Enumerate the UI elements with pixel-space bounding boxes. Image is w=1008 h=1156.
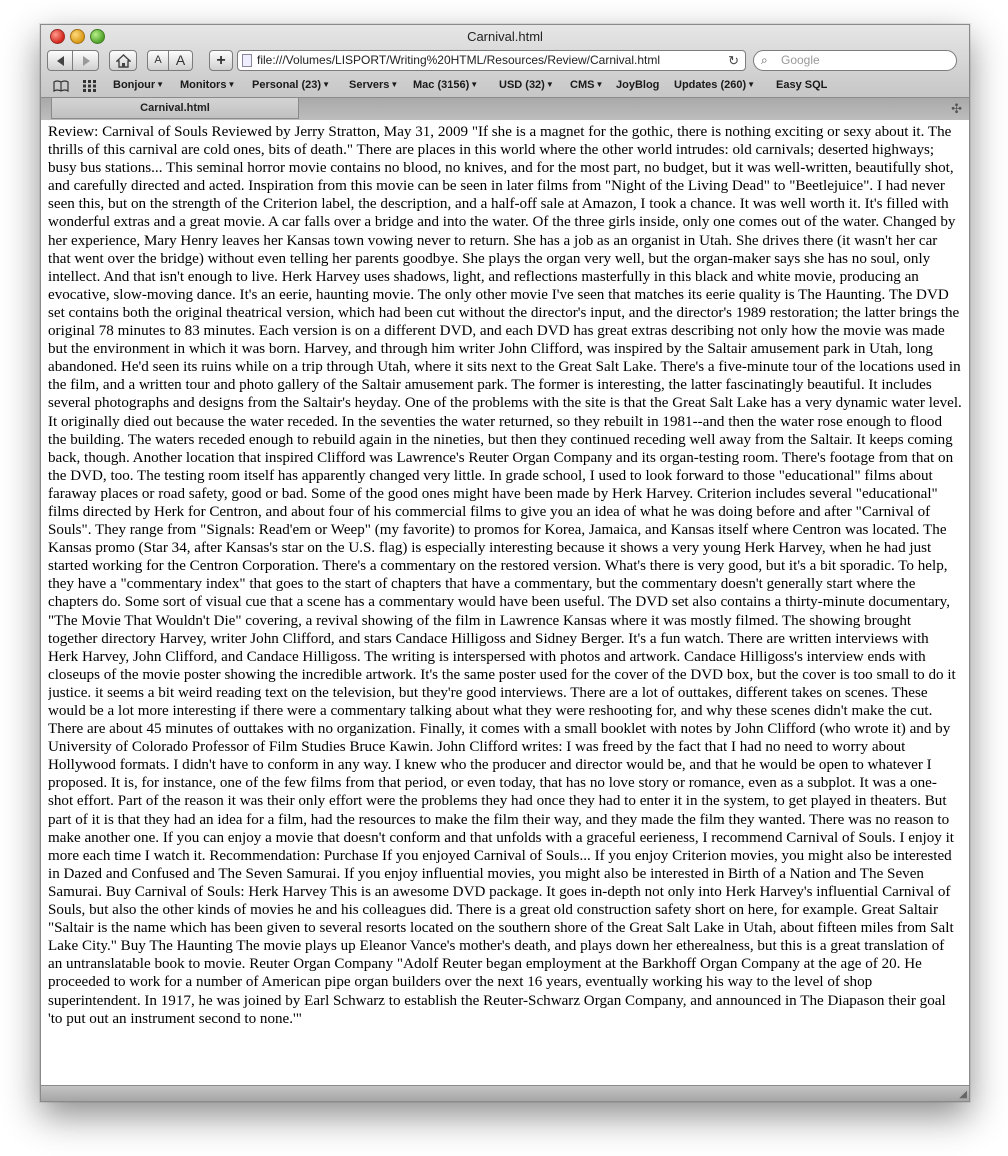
home-button[interactable] xyxy=(109,50,137,71)
status-bar xyxy=(41,1085,969,1101)
bookmark-item-usd[interactable]: USD (32)▼ xyxy=(499,79,554,91)
new-tab-icon[interactable]: ✣ xyxy=(951,101,962,116)
url-text: file:///Volumes/LISPORT/Writing%20HTML/Resources/Review/Carnival.html xyxy=(257,53,661,67)
review-body-text: Review: Carnival of Souls Reviewed by Jerry Stratton, May 31, 2009 "If she is a magnet for the gothic, there is nothing exciting or sexy about it. The thrills of this carnival are cold ones, bits of death." There are places in this world where the other world intrudes: old carnivals; deserted highways; busy bus stations... This seminal horror movie contains no blood, no knives, and for the most part, no budget, but it was well-written, beautifully shot, and carefully directed and acted. Inspiration from this movie can be seen in later films from "Night of the Living Dead" to "Beetlejuice". I had never seen this, but on the strength of the Criterion label, the description, and a half-off sale at Amazon, I took a chance. It was well worth it. It's filled with wonderful extras and a great movie. A car falls over a bridge and into the water. Of the three girls inside, only one comes out of the water. Changed by her experience, Mary Henry leaves her Kansas town vowing never to return. She has a job as an organist in Utah. She drives there (it wasn't her car that went over the bridge) without even telling her parents goodbye. She plays the organ very well, but the organ-maker says she has no soul, only intellect. And that isn't enough to live. Herk Harvey uses shadows, light, and reflections masterfully in this black and white movie, producing an evocative, slow-moving dance. It's an eerie, haunting movie. The only other movie I've seen that matches its eerie quality is The Haunting. The DVD set contains both the original theatrical version, which had been cut without the director's input, and the director's 1989 restoration; the latter brings the original 78 minutes to 83 minutes. Each version is on a different DVD, and each DVD has great extras describing not only how the movie was made but the environment in which it was born. Harvey, and through him writer John Clifford, was inspired by the Saltair amusement park in Utah, long abandoned. He'd seen its ruins while on a trip through Utah, where it sits next to the Great Salt Lake. There's a five-minute tour of the locations used in the film, and a written tour and photo gallery of the Saltair amusement park. The former is interesting, the latter fascinatingly beautiful. It includes several photographs and designs from the Saltair's heyday. One of the problems with the site is that the Great Salt Lake has a very dynamic water level. It originally died out because the water receded. In the seventies the water returned, so they rebuilt in 1981--and then the water rose enough to flood the building. The waters receded enough to rebuild again in the nineties, but then they continued receding well away from the Saltair. It keeps coming back, though. Another location that inspired Clifford was Lawrence's Reuter Organ Company and its organ-testing room. There's footage from that on the DVD, too. The testing room itself has apparently changed very little. In grade school, I used to look forward to those "educational" films about faraway places or road safety, good or bad. Some of the good ones might have been made by Herk Harvey. Criterion includes several "educational" films directed by Herk for Centron, and about four of his commercial films to give you an idea of what he was doing before and after "Carnival of Souls". They range from "Signals: Read'em or Weep" (my favorite) to promos for Korea, Jamaica, and Kansas itself where Centron was located. The Kansas promo (Star 34, after Kansas's star on the U.S. flag) is especially interesting because it shows a very young Herk Harvey, when he had just started working for the Centron Corporation. There's a commentary on the restored version. What's there is very good, but it's a bit sporadic. To help, they have a "commentary index" that goes to the start of chapters that have a commentary, but the commentary doesn't generally start where the chapters do. Some sort of visual cue that a scene has a commentary would have been useful. The DVD set also contains a thirty-minute documentary, "The Movie That Wouldn't Die" covering, a revival showing of the film in Lawrence Kansas where it was mostly filmed. The showing brought together directory Harvey, writer John Clifford, and stars Candace Hilligoss and Sidney Berger. It's a fun watch. There are written interviews with Herk Harvey, John Clifford, and Candace Hilligoss. The writing is interspersed with photos and artwork. Candace Hilligoss's interview ends with closeups of the movie poster showing the incredible artwork. It's the same poster used for the cover of the DVD box, but the cover is too small to do it justice. it seems a bit weird reading text on the television, but they're good interviews. There are a lot of outtakes, different takes on scenes. These would be a lot more interesting if there were a commentary talking about what they were reshooting for, and why these scenes didn't make the cut. There are about 45 minutes of outtakes with no organization. Finally, it comes with a small booklet with notes by John Clifford (who wrote it) and by University of Colorado Professor of Film Studies Bruce Kawin. John Clifford writes: I was freed by the fact that I had no need to worry about Hollywood formats. I didn't have to conform in any way. I knew who the producer and director would be, and that he would be open to whatever I proposed. It is, for instance, one of the few films from that period, or even today, that has no love story or romance, even as a subplot. It was a one-shot effort. Part of the reason it was their only effort were the problems they had once they had to enter it in the system, to get played in theaters. But part of it is that they had an idea for a film, had the resources to make the film their way, and they made the film they wanted. There was no reason to make another one. If you can enjoy a movie that doesn't conform and that unfolds with a graceful eerieness, I recommend Carnival of Souls. I enjoy it more each time I watch it. Recommendation: Purchase If you enjoyed Carnival of Souls... If you enjoy Criterion movies, you might also be interested in Dazed and Confused and The Seven Samurai. If you enjoy influential movies, you might also be interested in Birth of a Nation and The Seven Samurai. Buy Carnival of Souls: Herk Harvey This is an awesome DVD package. It goes in-depth not only into Herk Harvey's influential Carnival of Souls, but also the other kinds of movies he and his colleagues did. There is a great old construction safety short on here, for example. Great Saltair "Saltair is the name which has been given to several resorts located on the southern shore of the Great Salt Lake in Utah, about fifteen miles from Salt Lake City." Buy The Haunting The movie plays up Eleanor Vance's mother's death, and plays down her etherealness, but this is a great translation of an untranslatable book to movie. Reuter Organ Company "Adolf Reuter began employment at the Barkhoff Organ Company at the age of 20. He proceeded to work for a number of American pipe organ builders over the next 16 years, eventually working his way to the level of shop superintendent. In 1917, he was joined by Earl Schwarz to establish the Reuter-Schwarz Organ Company, and announced in The Diapason their goal 'to put out an instrument second to none.'" xyxy=(48,124,962,1027)
chevron-down-icon: ▼ xyxy=(227,80,236,89)
bookmark-item-servers[interactable]: Servers▼ xyxy=(349,79,399,91)
window-title: Carnival.html xyxy=(467,29,543,44)
text-smaller-button[interactable]: A xyxy=(147,50,169,71)
forward-arrow-icon xyxy=(81,56,91,66)
search-placeholder: Google xyxy=(781,53,820,67)
page-content xyxy=(48,123,962,1085)
reading-list-book-icon[interactable] xyxy=(53,80,69,92)
search-field[interactable] xyxy=(753,50,957,71)
bookmark-item-updates[interactable]: Updates (260)▼ xyxy=(674,79,756,91)
chevron-down-icon: ▼ xyxy=(545,80,554,89)
browser-chrome xyxy=(41,25,969,120)
chevron-down-icon: ▼ xyxy=(156,80,165,89)
chevron-down-icon: ▼ xyxy=(390,80,399,89)
page-icon xyxy=(242,54,252,67)
top-sites-grid-icon[interactable] xyxy=(83,80,97,92)
add-bookmark-button[interactable]: + xyxy=(209,50,233,71)
reload-icon[interactable]: ↻ xyxy=(728,53,739,68)
bookmark-item-mac[interactable]: Mac (3156)▼ xyxy=(413,79,479,91)
chevron-down-icon: ▼ xyxy=(322,80,331,89)
bookmark-item-monitors[interactable]: Monitors▼ xyxy=(180,79,236,91)
chevron-down-icon: ▼ xyxy=(470,80,479,89)
back-arrow-icon xyxy=(56,56,66,66)
bookmark-item-personal[interactable]: Personal (23)▼ xyxy=(252,79,331,91)
bookmark-item-joyblog[interactable]: JoyBlog xyxy=(616,79,660,91)
back-button[interactable] xyxy=(47,50,73,71)
home-icon xyxy=(116,54,131,68)
tab-bar xyxy=(41,97,969,120)
text-larger-button[interactable]: A xyxy=(169,50,193,71)
address-bar[interactable] xyxy=(237,50,746,71)
navigation-toolbar xyxy=(41,50,969,76)
bookmark-item-easy-sql[interactable]: Easy SQL xyxy=(776,79,828,91)
chevron-down-icon: ▼ xyxy=(595,80,604,89)
resize-grip-icon[interactable]: ◢ xyxy=(959,1089,967,1100)
bookmark-item-cms[interactable]: CMS▼ xyxy=(570,79,604,91)
browser-window xyxy=(40,24,970,1102)
chevron-down-icon: ▼ xyxy=(747,80,756,89)
bookmarks-bar xyxy=(41,78,969,96)
forward-button[interactable] xyxy=(73,50,99,71)
bookmark-item-bonjour[interactable]: Bonjour▼ xyxy=(113,79,165,91)
tab-carnival[interactable]: Carnival.html xyxy=(51,98,299,119)
search-icon: ⌕ xyxy=(761,53,768,67)
title-bar[interactable] xyxy=(41,25,969,47)
